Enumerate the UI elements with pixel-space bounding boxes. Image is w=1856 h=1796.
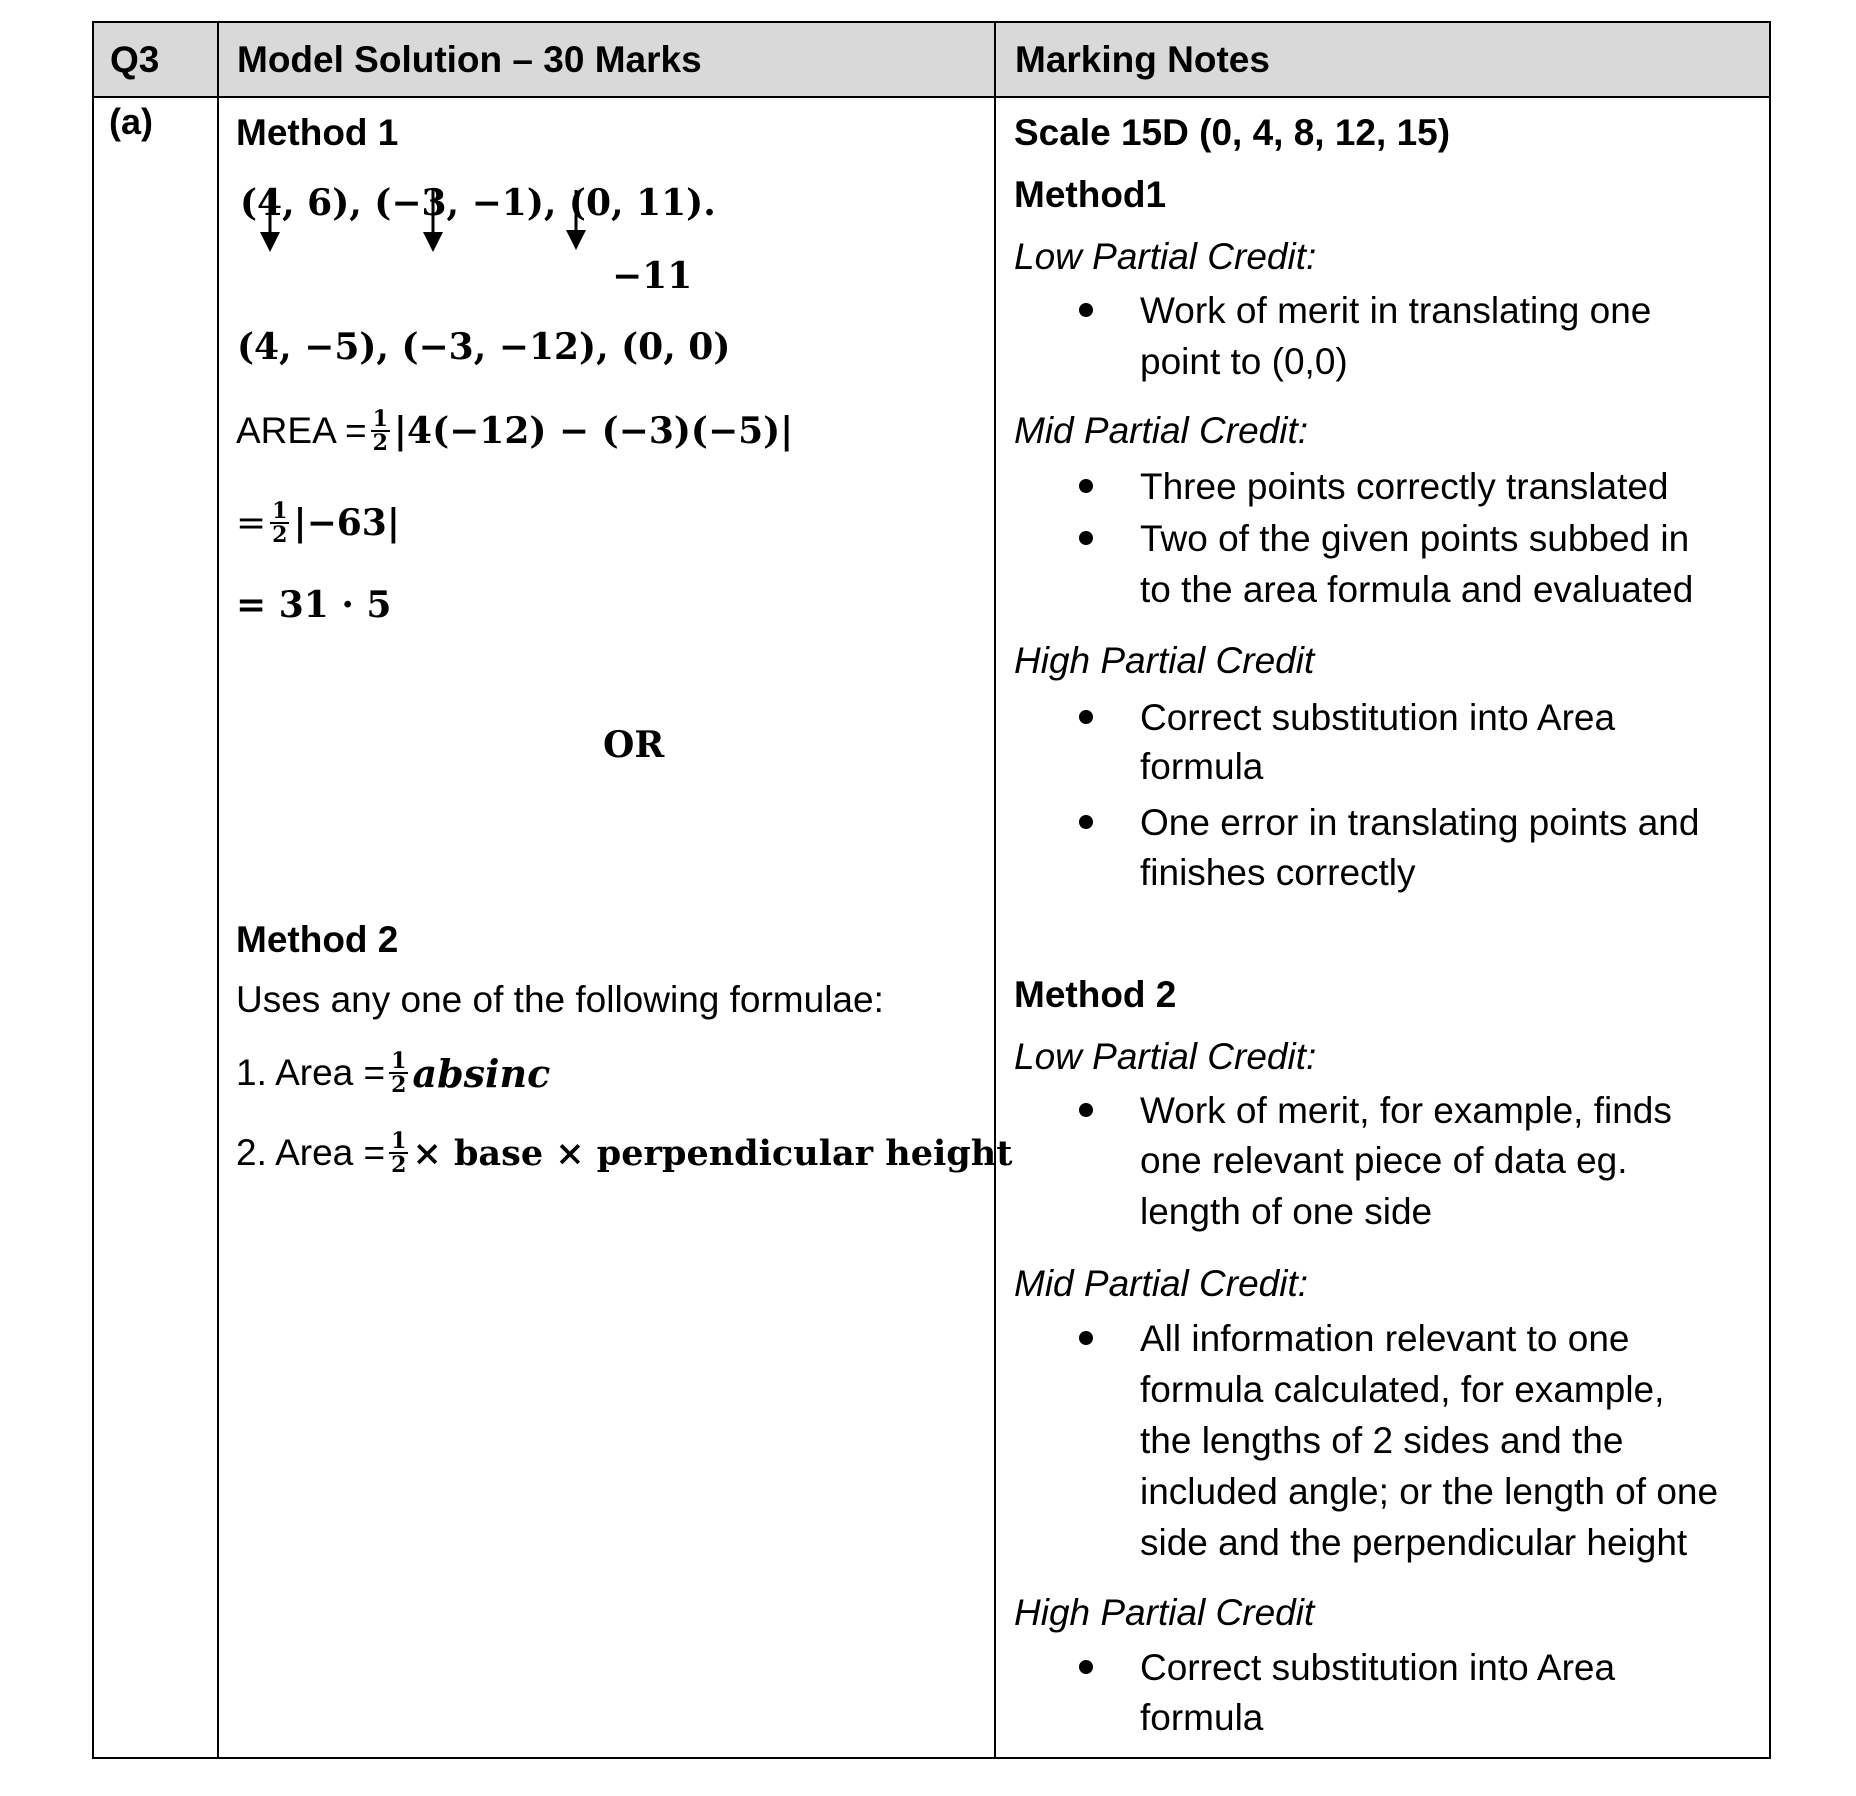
m2-high-heading: High Partial Credit (1014, 1592, 1315, 1633)
area-label: AREA = (236, 410, 367, 451)
bullet-icon (1079, 815, 1093, 829)
m1-low-bullet-1-line-1: Work of merit in translating one (1140, 290, 1652, 331)
column-divider-1 (217, 23, 219, 1757)
m1-low-heading: Low Partial Credit: (1014, 236, 1317, 277)
m1-mid-bullet-2-line-1: Two of the given points subbed in (1140, 518, 1690, 559)
bullet-icon (1079, 1103, 1093, 1117)
bullet-icon (1079, 1331, 1093, 1345)
m2-low-bullet-1-line-1: Work of merit, for example, finds (1140, 1090, 1672, 1131)
m2-low-bullet-1-line-3: length of one side (1140, 1191, 1433, 1232)
formula-2-expression: × base × perpendicular height (412, 1132, 1013, 1174)
or-divider: OR (603, 724, 665, 766)
m1-mid-heading: Mid Partial Credit: (1014, 410, 1309, 451)
notes-method1-title: Method1 (1014, 174, 1167, 215)
m2-low-bullet-1-line-2: one relevant piece of data eg. (1140, 1140, 1628, 1181)
formula-2-line (236, 1118, 1012, 1188)
m1-high-heading: High Partial Credit (1014, 640, 1315, 681)
bullet-icon (1079, 710, 1093, 724)
table-header-row (94, 23, 1769, 98)
m2-high-bullet-1-line-1: Correct substitution into Area (1140, 1647, 1616, 1688)
translated-points: (4, −5), (−3, −12), (0, 0) (237, 326, 731, 368)
m1-high-bullet-2-line-2: finishes correctly (1140, 852, 1416, 893)
formula-1-line (236, 1038, 550, 1108)
m1-high-bullet-2-line-1: One error in translating points and (1140, 802, 1700, 843)
m2-mid-heading: Mid Partial Credit: (1014, 1263, 1309, 1304)
area-formula-line (236, 396, 793, 466)
header-marking-notes: Marking Notes (1015, 39, 1270, 80)
area-result: = 31 · 5 (236, 584, 392, 626)
m1-mid-bullet-1: Three points correctly translated (1140, 466, 1669, 507)
m1-high-bullet-1-line-1: Correct substitution into Area (1140, 697, 1616, 738)
translation-shift: −11 (612, 255, 693, 297)
bullet-icon (1079, 479, 1093, 493)
m2-low-heading: Low Partial Credit: (1014, 1036, 1317, 1077)
bullet-icon (1079, 303, 1093, 317)
part-label: (a) (109, 101, 153, 142)
method1-title: Method 1 (236, 112, 399, 153)
m1-high-bullet-1-line-2: formula (1140, 746, 1264, 787)
bullet-icon (1079, 1660, 1093, 1674)
area-expression: |4(−12) − (−3)(−5)| (393, 410, 794, 452)
formula-1-expression: absinc (412, 1050, 551, 1096)
m2-mid-bullet-1-line-5: side and the perpendicular height (1140, 1522, 1688, 1563)
m1-low-bullet-1-line-2: point to (0,0) (1140, 341, 1348, 382)
m2-high-bullet-1-line-2: formula (1140, 1697, 1264, 1738)
half-fraction: $\frac{1}{2}$ (372, 406, 388, 456)
m2-mid-bullet-1-line-3: the lengths of 2 sides and the (1140, 1420, 1624, 1461)
abs-value-expression: |−63| (293, 502, 400, 544)
bullet-icon (1079, 531, 1093, 545)
formula-1-label: 1. Area = (236, 1052, 386, 1093)
method2-intro: Uses any one of the following formulae: (236, 979, 884, 1020)
header-model-solution: Model Solution – 30 Marks (237, 39, 702, 80)
method2-title: Method 2 (236, 919, 399, 960)
m1-mid-bullet-2-line-2: to the area formula and evaluated (1140, 569, 1694, 610)
m2-mid-bullet-1-line-1: All information relevant to one (1140, 1318, 1630, 1359)
translation-arrows (250, 188, 610, 258)
method1-points: (4, 6), (−3, −1), (0, 11). (240, 182, 716, 224)
scale-label: Scale 15D (0, 4, 8, 12, 15) (1014, 112, 1451, 153)
half-fraction-2: $\frac{1}{2}$ (272, 498, 288, 548)
formula-1-fraction: $\frac{1}{2}$ (391, 1048, 407, 1098)
formula-2-label: 2. Area = (236, 1132, 386, 1173)
m2-mid-bullet-1-line-4: included angle; or the length of one (1140, 1471, 1719, 1512)
column-divider-2 (994, 23, 996, 1757)
m2-mid-bullet-1-line-2: formula calculated, for example, (1140, 1369, 1665, 1410)
header-question: Q3 (110, 39, 160, 80)
equals-sign: = (236, 502, 267, 544)
formula-2-fraction: $\frac{1}{2}$ (391, 1128, 407, 1178)
notes-method2-title: Method 2 (1014, 974, 1177, 1015)
area-step2-line (236, 488, 400, 558)
